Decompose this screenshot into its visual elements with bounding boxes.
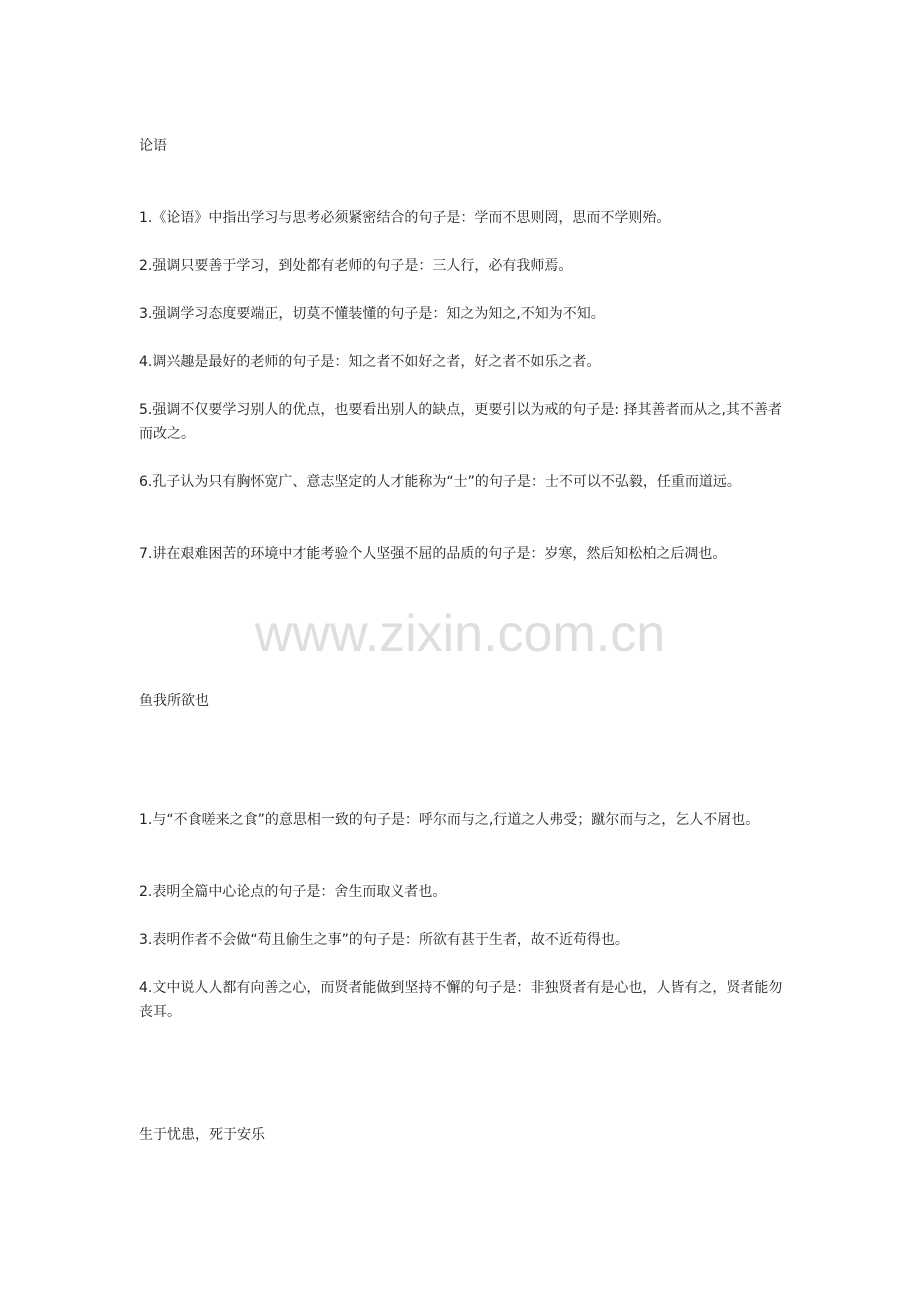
lunyu-item-5: 5.强调不仅要学习别人的优点，也要看出别人的缺点，更要引以为戒的句子是: 择其善者而从之,其不善者而改之。 [139, 402, 782, 442]
section-title-lunyu: 论语 [139, 138, 167, 154]
lunyu-item-3: 3.强调学习态度要端正，切莫不懂装懂的句子是：知之为知之,不知为不知。 [139, 306, 605, 322]
yuwo-item-3: 3.表明作者不会做“苟且偷生之事”的句子是：所欲有甚于生者，故不近苟得也。 [139, 932, 629, 948]
lunyu-item-4: 4.调兴趣是最好的老师的句子是：知之者不如好之者，好之者不如乐之者。 [139, 354, 601, 370]
section-title-yuwosuoyuye: 鱼我所欲也 [139, 693, 209, 709]
lunyu-item-7: 7.讲在艰难困苦的环境中才能考验个人坚强不屈的品质的句子是：岁寒，然后知松柏之后凋也。 [139, 546, 727, 562]
section-title-shengyuyouhuan: 生于忧患，死于安乐 [139, 1127, 265, 1143]
yuwo-item-4: 4.文中说人人都有向善之心，而贤者能做到坚持不懈的句子是：非独贤者有是心也，人皆有之，贤者能勿丧耳。 [139, 980, 783, 1020]
yuwo-item-2: 2.表明全篇中心论点的句子是：舍生而取义者也。 [139, 884, 447, 900]
yuwo-item-1: 1.与“不食嗟来之食”的意思相一致的句子是：呼尔而与之,行道之人弗受；蹴尔而与之，乞人不屑也。 [139, 812, 760, 828]
lunyu-item-2: 2.强调只要善于学习，到处都有老师的句子是：三人行，必有我师焉。 [139, 258, 573, 274]
lunyu-item-6: 6.孔子认为只有胸怀宽广、意志坚定的人才能称为“士”的句子是：士不可以不弘毅，任重而道远。 [139, 474, 741, 490]
lunyu-item-1: 1.《论语》中指出学习与思考必须紧密结合的句子是：学而不思则罔，思而不学则殆。 [139, 210, 671, 226]
watermark: www.zixin.com.cn [254, 605, 666, 663]
